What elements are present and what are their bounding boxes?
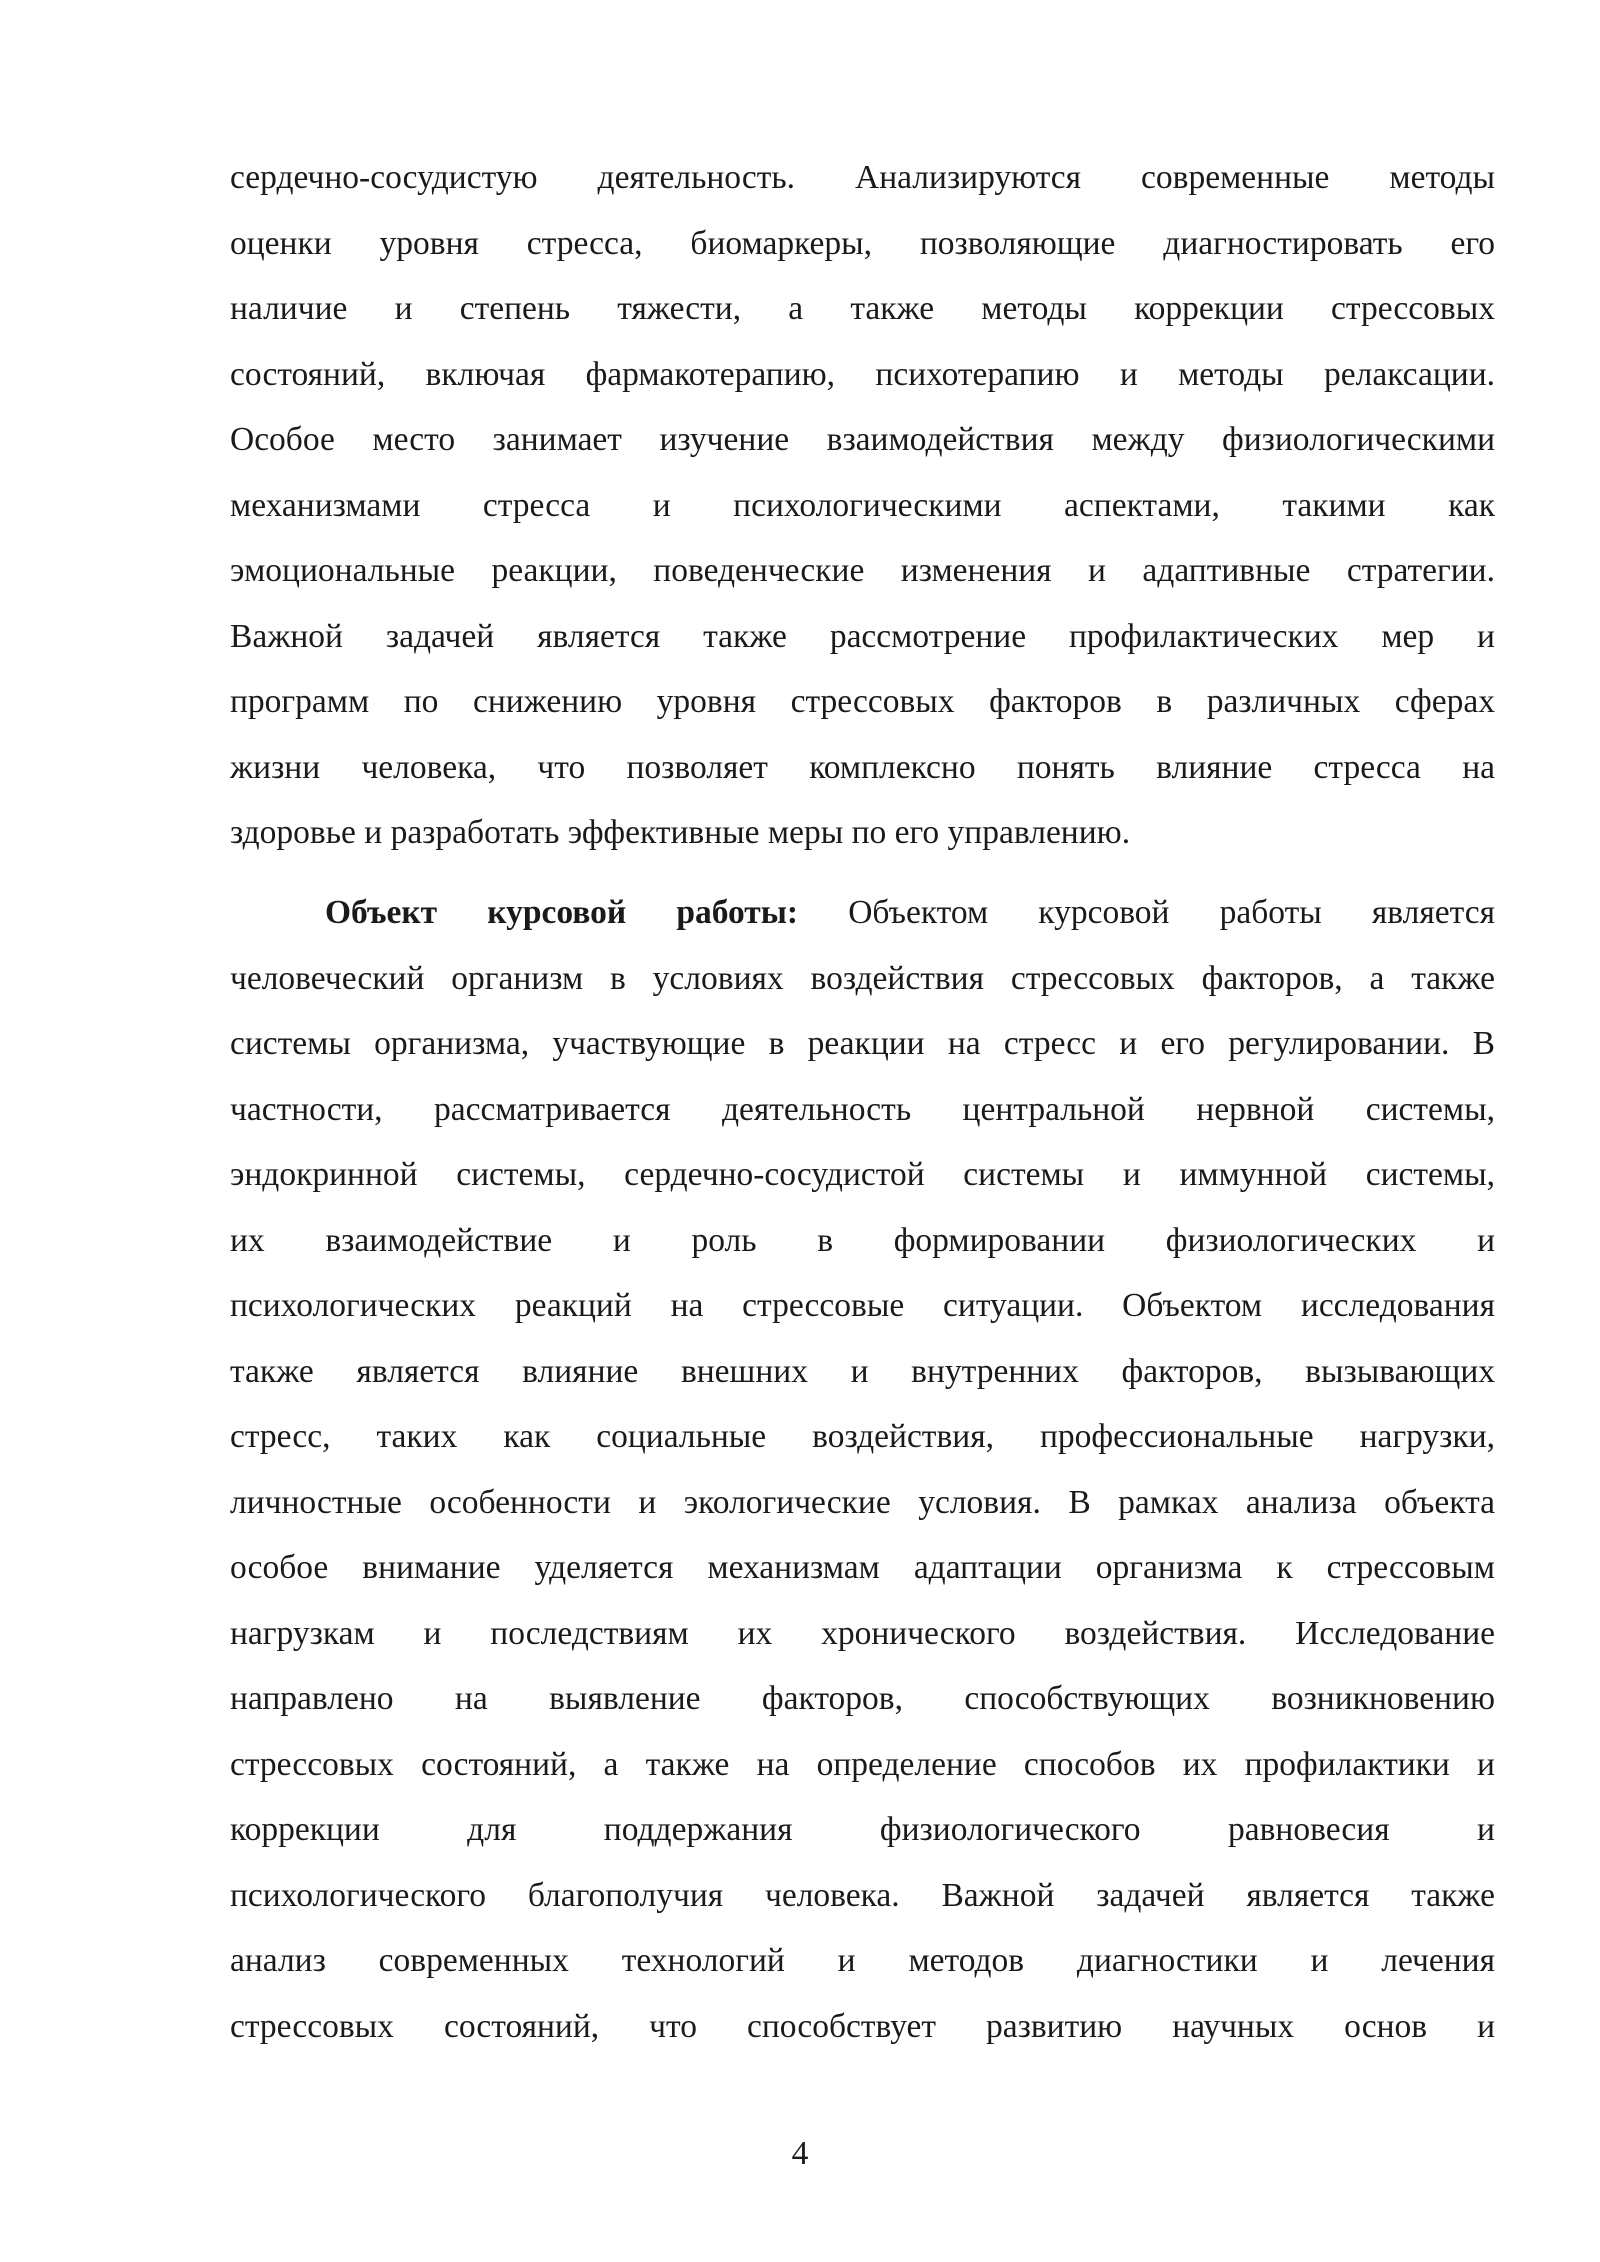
paragraph-line: их взаимодействие и роль в формировании физиологических и bbox=[230, 1221, 1495, 1259]
paragraph-line: стресс, таких как социальные воздействия, профессиональные нагрузки, bbox=[230, 1418, 1495, 1455]
paragraph-line: стрессовых состояний, что способствует развитию научных основ и bbox=[230, 2007, 1495, 2045]
paragraph-first-line bbox=[230, 880, 1495, 946]
paragraph-line: направлено на выявление факторов, способствующих возникновению bbox=[230, 1680, 1495, 1717]
page-number: 4 bbox=[791, 2135, 809, 2172]
paragraph-line: сердечно-сосудистую деятельность. Анализируются современные методы bbox=[230, 159, 1495, 196]
paragraph-line: стрессовых состояний, а также на определение способов их профилактики и bbox=[230, 1745, 1495, 1783]
paragraph-line: механизмами стресса и психологическими аспектами, такими как bbox=[230, 486, 1495, 524]
paragraph-line: системы организма, участвующие в реакции на стресс и его регулировании. В bbox=[230, 1025, 1495, 1062]
paragraph-line: здоровье и разработать эффективные меры по его управлению. bbox=[230, 814, 1131, 851]
paragraph-line: нагрузкам и последствиям их хронического воздействия. Исследование bbox=[230, 1614, 1495, 1652]
paragraph-line: оценки уровня стресса, биомаркеры, позволяющие диагностировать его bbox=[230, 224, 1495, 262]
paragraph-line: личностные особенности и экологические условия. В рамках анализа объекта bbox=[230, 1483, 1495, 1521]
paragraph-line: наличие и степень тяжести, а также методы коррекции стрессовых bbox=[230, 290, 1495, 327]
paragraph-line: также является влияние внешних и внутренних факторов, вызывающих bbox=[230, 1352, 1495, 1390]
paragraph-1 bbox=[230, 145, 1495, 866]
paragraph-line: психологических реакций на стрессовые ситуации. Объектом исследования bbox=[230, 1287, 1495, 1324]
paragraph-line: эмоциональные реакции, поведенческие изменения и адаптивные стратегии. bbox=[230, 552, 1495, 589]
paragraph-line: Особое место занимает изучение взаимодействия между физиологическими bbox=[230, 421, 1495, 458]
paragraph-line: частности, рассматривается деятельность центральной нервной системы, bbox=[230, 1090, 1495, 1128]
paragraph-line: эндокринной системы, сердечно-сосудистой системы и иммунной системы, bbox=[230, 1156, 1495, 1193]
paragraph-line: психологического благополучия человека. Важной задачей является также bbox=[230, 1876, 1495, 1914]
paragraph-line: программ по снижению уровня стрессовых факторов в различных сферах bbox=[230, 683, 1495, 720]
paragraph-line-rest: Объектом курсовой работы является bbox=[848, 894, 1495, 931]
paragraph-line: анализ современных технологий и методов диагностики и лечения bbox=[230, 1942, 1495, 1979]
paragraph-2 bbox=[230, 880, 1495, 2059]
paragraph-line: Важной задачей является также рассмотрение профилактических мер и bbox=[230, 617, 1495, 655]
paragraph-line: коррекции для поддержания физиологического равновесия и bbox=[230, 1811, 1495, 1848]
paragraph-line: особое внимание уделяется механизмам адаптации организма к стрессовым bbox=[230, 1549, 1495, 1586]
paragraph-line: человеческий организм в условиях воздействия стрессовых факторов, а также bbox=[230, 959, 1495, 997]
paragraph-line: состояний, включая фармакотерапию, психотерапию и методы релаксации. bbox=[230, 355, 1495, 393]
paragraph-line: жизни человека, что позволяет комплексно понять влияние стресса на bbox=[230, 748, 1495, 786]
section-heading: Объект курсовой работы: bbox=[325, 894, 799, 931]
